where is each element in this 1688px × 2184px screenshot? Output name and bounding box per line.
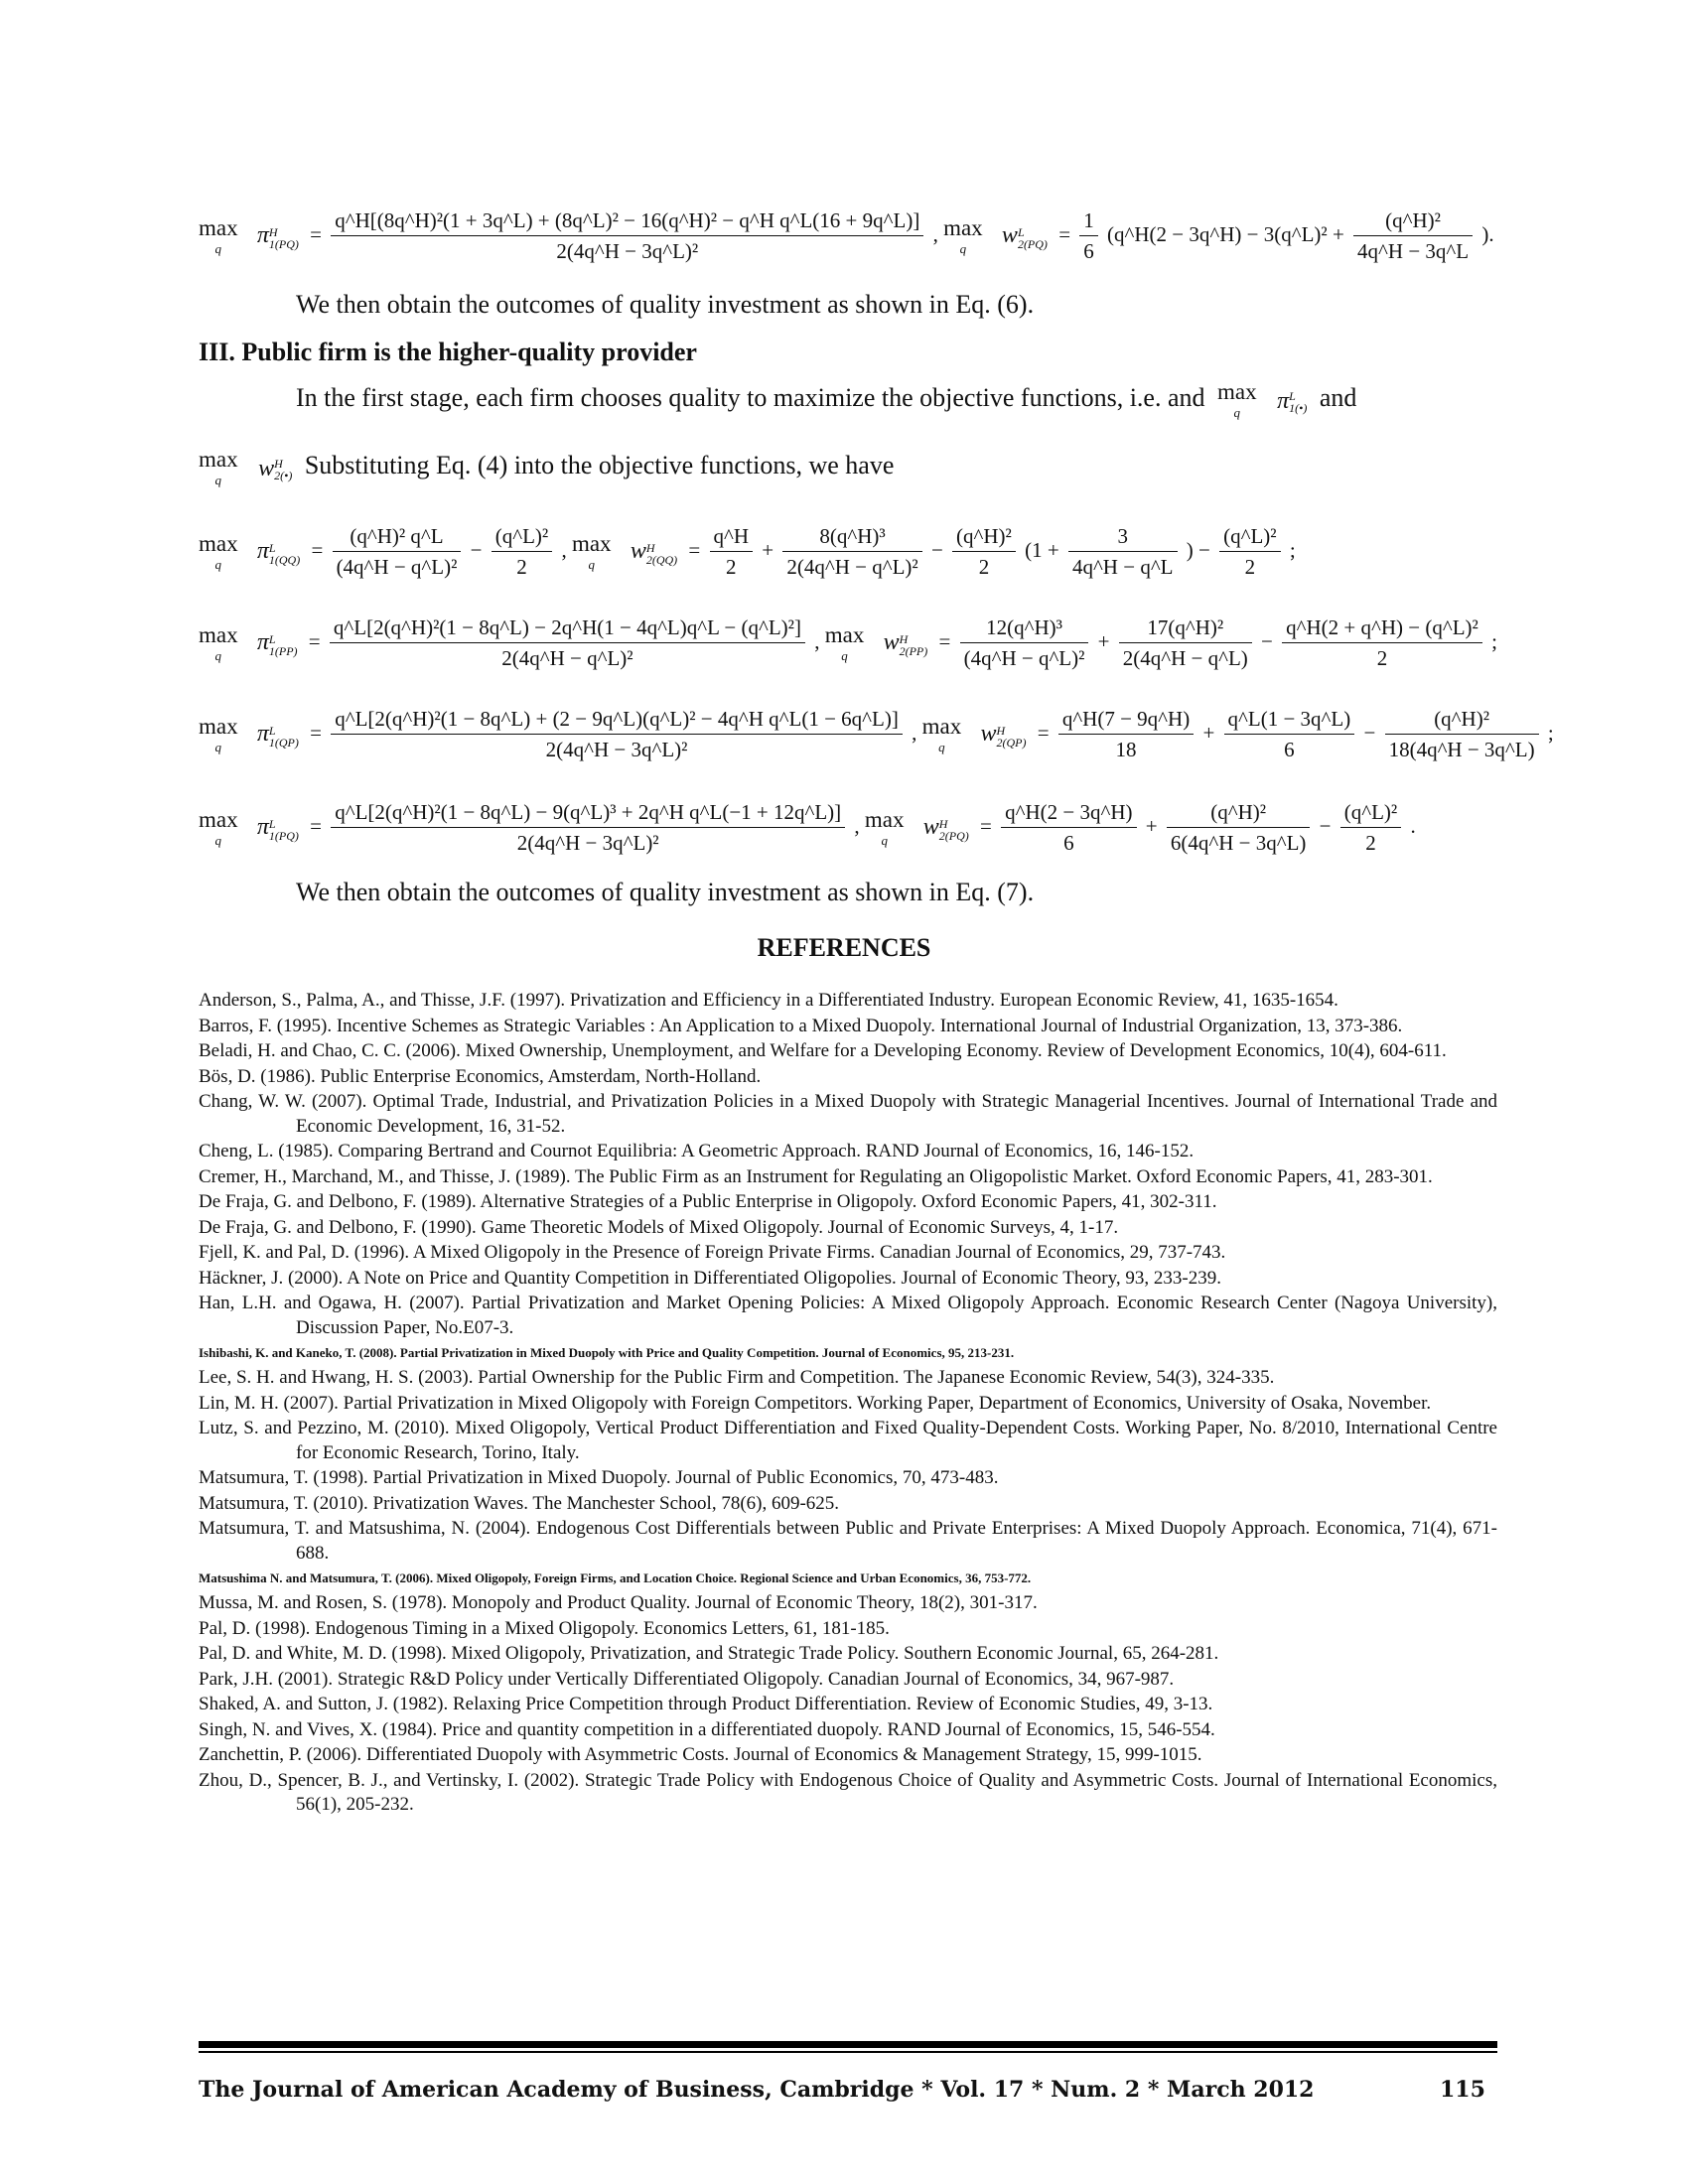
- fraction: $\frac{1}{6}$: [1079, 208, 1098, 264]
- fraction: $\frac{\text{(q\textasciicircum{}H)²}}{18(4q\^{}H - 3q\^{}L)}$: [1385, 707, 1539, 762]
- equation-pp: max q π L 1(PP) = $\frac{\text{q\textasciicircum{}L[2(q\textasciicircum{}H)²(1 − 8q\textasciicircum{}L) − 2q\textasciicircum{}H(1 − 4q\textasciicircum{}L)q\textasciicircum{}L − (q\textasciicircum{}L)²]}}{\text{2(4q\textasciicircum{}H − q\textasciicircum{}L)²}}$ , max q w H 2(PP) = $\frac{\text{12(q\textasciicircum{}H)³}}{\text{(4q\textasciicircum{}H − q\textasciicircum{}L)²}}$ + $\frac{\text{17(q\textasciicircum{}H)²}}{2(4q\^{}H - q\^{}L)}$ − $\frac{\text{q\textasciicircum{}H(2 + q\textasciicircum{}H) − (q\textasciicircum{}L)²}}{2}$ ;: [199, 615, 1497, 670]
- reference-item: Zhou, D., Spencer, B. J., and Vertinsky, I. (2002). Strategic Trade Policy with Endogenous Choice of Quality and Asymmetric Costs. Journal of International Economics, 56(1), 205-232.: [199, 1769, 1497, 1815]
- reference-item: Shaked, A. and Sutton, J. (1982). Relaxing Price Competition through Product Differentiation. Review of Economic Studies, 49, 3-13.: [199, 1694, 1213, 1714]
- reference-item: Lee, S. H. and Hwang, H. S. (2003). Partial Ownership for the Public Firm and Competition. The Japanese Economic Review, 54(3), 324-335.: [199, 1367, 1275, 1388]
- footer-rule-thick: [199, 2041, 1497, 2048]
- reference-item: Fjell, K. and Pal, D. (1996). A Mixed Oligopoly in the Presence of Foreign Private Firms. Canadian Journal of Economics, 29, 737-743.: [199, 1242, 1226, 1263]
- section-heading: III. Public firm is the higher-quality provider: [199, 338, 697, 366]
- reference-item: Pal, D. and White, M. D. (1998). Mixed Oligopoly, Privatization, and Strategic Trade Policy. Southern Economic Journal, 65, 264-281.: [199, 1643, 1219, 1664]
- paragraph-first-stage: In the first stage, each firm chooses quality to maximize the objective functions, i.e. and max q π L 1(•) and: [296, 379, 1357, 420]
- equation-qq: max q π L 1(QQ) = $\frac{\text{(q\textasciicircum{}H)² q\textasciicircum{}L}}{\text{(4q\textasciicircum{}H − q\textasciicircum{}L)²}}$ − $\frac{\text{(q\textasciicircum{}L)²}}{2}$ , max q w H 2(QQ) = $\frac{q\^{}H}{2}$ + $\frac{\text{8(q\textasciicircum{}H)³}}{\text{2(4q\textasciicircum{}H − q\textasciicircum{}L)²}}$ − $\frac{\text{(q\textasciicircum{}H)²}}{2}$ (1 + $\frac{3}{4q\^{}H - q\^{}L}$ ) − $\frac{\text{(q\textasciicircum{}L)²}}{2}$ ;: [199, 524, 1296, 579]
- pi-symbol: π H 1(PQ): [256, 222, 299, 251]
- fraction: q^H[(8q^H)²(1 + 3q^L) + (8q^L)² − 16(q^H)² − q^H q^L(16 + 9q^L)] 2(4q^H − 3q^L)²: [331, 208, 923, 264]
- paragraph-substituting: max q w H 2(•) Substituting Eq. (4) into the objective functions, we have: [199, 447, 895, 487]
- fraction: $\frac{q\^{}H(7 - 9q\^{}H)}{18}$: [1058, 707, 1194, 762]
- reference-item: Ishibashi, K. and Kaneko, T. (2008). Partial Privatization in Mixed Duopoly with Price and Quality Competition. Journal of Economics, 95, 213-231.: [199, 1345, 1015, 1360]
- w-symbol: w H 2(PP): [883, 629, 928, 658]
- footer-journal: The Journal of American Academy of Business, Cambridge * Vol. 17 * Num. 2 * March 2012: [199, 2077, 1315, 2103]
- w-symbol: w H 2(•): [258, 456, 293, 483]
- fraction: $\frac{3}{4q\^{}H - q\^{}L}$: [1068, 524, 1178, 580]
- fraction: q^L[2(q^H)²(1 − 8q^L) + (2 − 9q^L)(q^L)² − 4q^H q^L(1 − 6q^L)] 2(4q^H − 3q^L)²: [331, 707, 903, 762]
- reference-item: Beladi, H. and Chao, C. C. (2006). Mixed Ownership, Unemployment, and Welfare for a Developing Economy. Review of Development Economics, 10(4), 604-611.: [199, 1040, 1447, 1061]
- max-operator: max q: [943, 215, 983, 256]
- reference-item: Häckner, J. (2000). A Note on Price and Quantity Competition in Differentiated Oligopolies. Journal of Economic Theory, 93, 233-239.: [199, 1267, 1221, 1289]
- w-symbol: w L 2(PQ): [1001, 222, 1048, 251]
- reference-item: Matsumura, T. (2010). Privatization Waves. The Manchester School, 78(6), 609-625.: [199, 1492, 840, 1514]
- paragraph-outcome-eq7: We then obtain the outcomes of quality investment as shown in Eq. (7).: [296, 878, 1035, 906]
- fraction: $\frac{\text{q\textasciicircum{}H(2 + q\textasciicircum{}H) − (q\textasciicircum{}L)²}}{2}$: [1282, 615, 1482, 671]
- max-operator: max q: [199, 714, 238, 754]
- reference-item: Matsumura, T. and Matsushima, N. (2004). Endogenous Cost Differentials between Public and Private Enterprises: A Mixed Duopoly Approach. Economica, 71(4), 671-688.: [199, 1518, 1497, 1564]
- reference-item: Matsushima N. and Matsumura, T. (2006). Mixed Oligopoly, Foreign Firms, and Location Choice. Regional Science and Urban Economics, 36, 753-772.: [199, 1570, 1032, 1585]
- max-operator: max q: [1217, 379, 1257, 420]
- references-heading: REFERENCES: [757, 933, 931, 962]
- reference-item: Barros, F. (1995). Incentive Schemes as Strategic Variables : An Application to a Mixed Duopoly. International Journal of Industrial Organization, 13, 373-386.: [199, 1015, 1403, 1036]
- reference-item: De Fraja, G. and Delbono, F. (1990). Game Theoretic Models of Mixed Oligopoly. Journal of Economic Surveys, 4, 1-17.: [199, 1216, 1119, 1238]
- pi-symbol: π L 1(PP): [256, 629, 298, 658]
- max-operator: max q: [199, 447, 238, 487]
- paragraph-outcome-eq6: We then obtain the outcomes of quality investment as shown in Eq. (6).: [296, 290, 1035, 319]
- fraction: $\frac{\text{(q\textasciicircum{}L)²}}{2}$: [1219, 524, 1280, 580]
- pi-symbol: π L 1(•): [1277, 388, 1308, 416]
- reference-item: Cheng, L. (1985). Comparing Bertrand and Cournot Equilibria: A Geometric Approach. RAND Journal of Economics, 16, 146-152.: [199, 1141, 1195, 1161]
- w-symbol: w H 2(QP): [980, 721, 1027, 750]
- reference-item: Cremer, H., Marchand, M., and Thisse, J. (1989). The Public Firm as an Instrument for Regulating an Oligopolistic Market. Oxford Economic Papers, 41, 283-301.: [199, 1165, 1433, 1187]
- reference-item: Zanchettin, P. (2006). Differentiated Duopoly with Asymmetric Costs. Journal of Economics & Management Strategy, 15, 999-1015.: [199, 1744, 1202, 1765]
- pi-symbol: π L 1(QP): [256, 721, 299, 750]
- reference-item: Lutz, S. and Pezzino, M. (2010). Mixed Oligopoly, Vertical Product Differentiation and Fixed Quality-Dependent Costs. Working Paper, No. 8/2010, International Centre for Economic Research, Torino, Italy.: [199, 1418, 1497, 1463]
- fraction: $\frac{\text{(q\textasciicircum{}L)²}}{2}$: [1340, 800, 1401, 856]
- max-operator: max q: [824, 622, 865, 663]
- reference-item: Matsumura, T. (1998). Partial Privatization in Mixed Duopoly. Journal of Public Economics, 70, 473-483.: [199, 1467, 999, 1488]
- reference-item: Pal, D. (1998). Endogenous Timing in a Mixed Oligopoly. Economics Letters, 61, 181-185.: [199, 1617, 890, 1639]
- fraction: $\frac{\text{12(q\textasciicircum{}H)³}}{\text{(4q\textasciicircum{}H − q\textasciicircum{}L)²}}$: [960, 615, 1089, 671]
- equation-qp: max q π L 1(QP) = q^L[2(q^H)²(1 − 8q^L) + (2 − 9q^L)(q^L)² − 4q^H q^L(1 − 6q^L)] 2(4q^H − 3q^L)² , max q w H 2(QP) = $\frac{q\^{}H(7 - 9q\^{}H)}{18}$ + $\frac{q\^{}L(1 - 3q\^{}L)}{6}$ − $\frac{\text{(q\textasciicircum{}H)²}}{18(4q\^{}H - 3q\^{}L)}$ ;: [199, 707, 1554, 761]
- fraction: $\frac{\text{(q\textasciicircum{}H)²}}{4q\^{}H - 3q\^{}L}$: [1353, 208, 1473, 264]
- reference-item: Anderson, S., Palma, A., and Thisse, J.F. (1997). Privatization and Efficiency in a Differentiated Industry. European Economic Review, 41, 1635-1654.: [199, 990, 1338, 1011]
- reference-item: Mussa, M. and Rosen, S. (1978). Monopoly and Product Quality. Journal of Economic Theory, 18(2), 301-317.: [199, 1592, 1038, 1613]
- fraction: $\frac{\text{(q\textasciicircum{}H)²}}{2}$: [952, 524, 1016, 580]
- fraction: $\frac{\text{(q\textasciicircum{}L)²}}{2}$: [492, 524, 552, 580]
- pi-symbol: π L 1(PQ): [256, 814, 299, 843]
- w-symbol: w H 2(PQ): [922, 814, 969, 843]
- reference-list: [199, 989, 1497, 1819]
- max-operator: max q: [199, 215, 238, 256]
- pi-symbol: π L 1(QQ): [256, 538, 301, 567]
- reference-item: Chang, W. W. (2007). Optimal Trade, Industrial, and Privatization Policies in a Mixed Duopoly with Strategic Managerial Incentives. Journal of International Trade and Economic Development, 16, 31-52.: [199, 1091, 1497, 1137]
- max-operator: max q: [199, 622, 238, 663]
- equation-pi-w-pq-top: max q π H 1(PQ) = q^H[(8q^H)²(1 + 3q^L) + (8q^L)² − 16(q^H)² − q^H q^L(16 + 9q^L)] 2(4q^H − 3q^L)² , max q w L 2(PQ) = $\frac{1}{6}$ (q^H(2 − 3q^H) − 3(q^L)² + $\frac{\text{(q\textasciicircum{}H)²}}{4q\^{}H - 3q\^{}L}$ ).: [199, 208, 1494, 263]
- max-operator: max q: [199, 531, 238, 572]
- fraction: $\frac{q\^{}L(1 - 3q\^{}L)}{6}$: [1224, 707, 1355, 762]
- fraction: $\frac{\text{17(q\textasciicircum{}H)²}}{2(4q\^{}H - q\^{}L)}$: [1119, 615, 1252, 671]
- w-symbol: w H 2(QQ): [630, 538, 678, 567]
- footer-rule-thin: [199, 2051, 1497, 2053]
- reference-item: Han, L.H. and Ogawa, H. (2007). Partial Privatization and Market Opening Policies: A Mixed Oligopoly Approach. Economic Research Center (Nagoya University), Discussion Paper, No.E07-3.: [199, 1293, 1497, 1338]
- reference-item: Bös, D. (1986). Public Enterprise Economics, Amsterdam, North-Holland.: [199, 1065, 762, 1087]
- fraction: $\frac{\text{q\textasciicircum{}L[2(q\textasciicircum{}H)²(1 − 8q\textasciicircum{}L) − 9(q\textasciicircum{}L)³ + 2q\textasciicircum{}H q\textasciicircum{}L(−1 + 12q\textasciicircum{}L)]}}{\text{2(4q\textasciicircum{}H − 3q\textasciicircum{}L)²}}$: [331, 800, 845, 856]
- max-operator: max q: [199, 807, 238, 848]
- fraction: $\frac{\text{8(q\textasciicircum{}H)³}}{\text{2(4q\textasciicircum{}H − q\textasciicircum{}L)²}}$: [782, 524, 921, 580]
- fraction: $\frac{\text{(q\textasciicircum{}H)² q\textasciicircum{}L}}{\text{(4q\textasciicircum{}H − q\textasciicircum{}L)²}}$: [333, 524, 462, 580]
- reference-item: Park, J.H. (2001). Strategic R&D Policy under Vertically Differentiated Oligopoly. Canadian Journal of Economics, 34, 967-987.: [199, 1668, 1175, 1690]
- fraction: $\frac{q\^{}H}{2}$: [710, 524, 754, 580]
- fraction: $\frac{\text{q\textasciicircum{}L[2(q\textasciicircum{}H)²(1 − 8q\textasciicircum{}L) − 2q\textasciicircum{}H(1 − 4q\textasciicircum{}L)q\textasciicircum{}L − (q\textasciicircum{}L)²]}}{\text{2(4q\textasciicircum{}H − q\textasciicircum{}L)²}}$: [330, 615, 805, 671]
- page-number: 115: [1440, 2077, 1485, 2103]
- reference-item: De Fraja, G. and Delbono, F. (1989). Alternative Strategies of a Public Enterprise in Oligopoly. Oxford Economic Papers, 41, 302-311.: [199, 1191, 1217, 1212]
- reference-item: Lin, M. H. (2007). Partial Privatization in Mixed Oligopoly with Foreign Competitors. Working Paper, Department of Economics, University of Osaka, November.: [199, 1392, 1432, 1414]
- equation-pq: max q π L 1(PQ) = $\frac{\text{q\textasciicircum{}L[2(q\textasciicircum{}H)²(1 − 8q\textasciicircum{}L) − 9(q\textasciicircum{}L)³ + 2q\textasciicircum{}H q\textasciicircum{}L(−1 + 12q\textasciicircum{}L)]}}{\text{2(4q\textasciicircum{}H − 3q\textasciicircum{}L)²}}$ , max q w H 2(PQ) = $\frac{q\^{}H(2 - 3q\^{}H)}{6}$ + $\frac{\text{(q\textasciicircum{}H)²}}{6(4q\^{}H - 3q\^{}L)}$ − $\frac{\text{(q\textasciicircum{}L)²}}{2}$ .: [199, 800, 1416, 855]
- max-operator: max q: [921, 714, 962, 754]
- max-operator: max q: [864, 807, 905, 848]
- fraction: $\frac{\text{(q\textasciicircum{}H)²}}{6(4q\^{}H - 3q\^{}L)}$: [1167, 800, 1311, 856]
- fraction: $\frac{q\^{}H(2 - 3q\^{}H)}{6}$: [1001, 800, 1136, 856]
- max-operator: max q: [571, 531, 612, 572]
- reference-item: Singh, N. and Vives, X. (1984). Price and quantity competition in a differentiated duopoly. RAND Journal of Economics, 15, 546-554.: [199, 1718, 1215, 1740]
